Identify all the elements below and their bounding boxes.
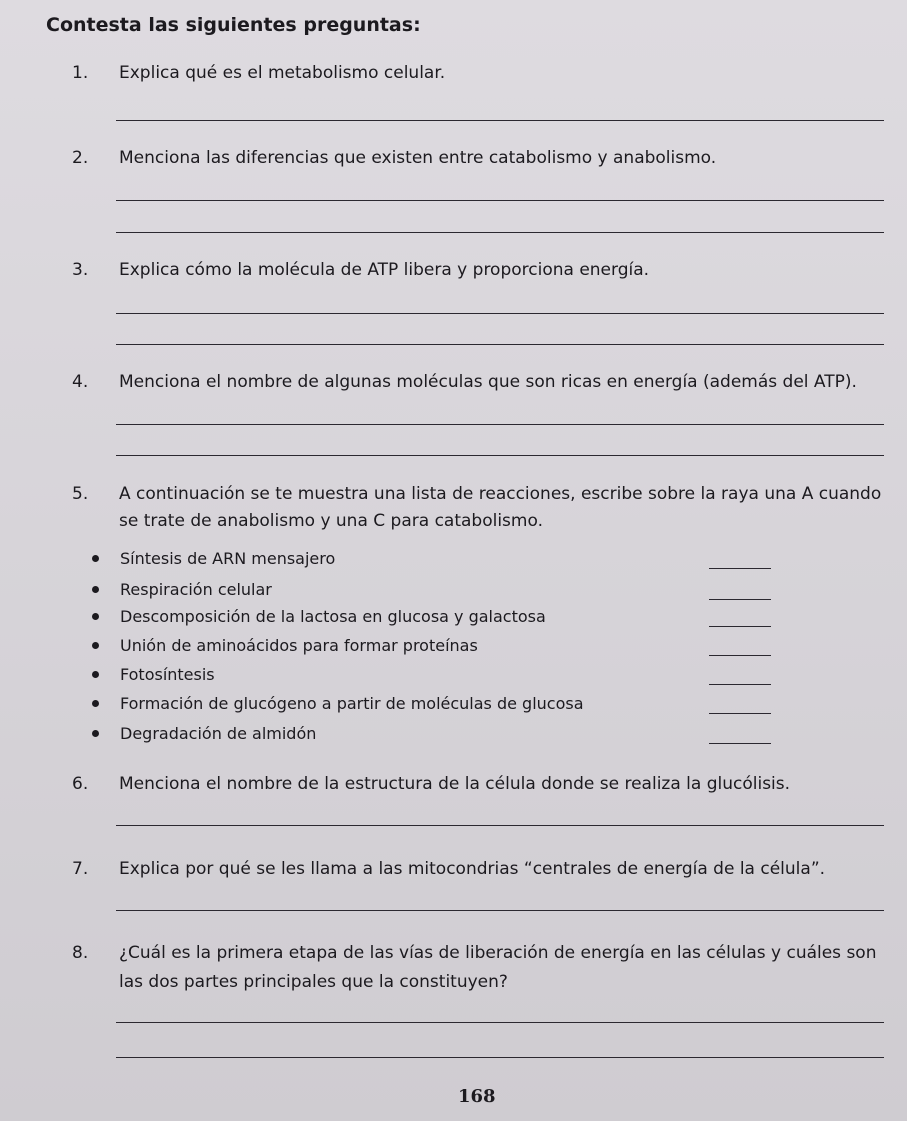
answer-line[interactable]: [116, 200, 884, 201]
question-text-line-2: se trate de anabolismo y una C para catabolismo.: [119, 511, 543, 531]
question-text-line-1: A continuación se te muestra una lista de reacciones, escribe sobre la raya una A cuando: [119, 484, 882, 504]
reaction-item: [92, 665, 782, 687]
question-text: Menciona las diferencias que existen entre catabolismo y anabolismo.: [119, 148, 717, 168]
reaction-label: Unión de aminoácidos para formar proteínas: [120, 636, 478, 655]
question-text: Explica cómo la molécula de ATP libera y proporciona energía.: [119, 260, 650, 280]
question-number: 8.: [72, 943, 89, 963]
question-number: 6.: [72, 774, 89, 794]
reaction-item: [92, 607, 782, 629]
answer-line[interactable]: [116, 344, 884, 345]
reaction-item: [92, 636, 782, 658]
bullet-icon: [92, 671, 99, 678]
question-number: 1.: [72, 63, 89, 83]
question-text-line-2: las dos partes principales que la constituyen?: [119, 972, 508, 992]
reaction-answer-blank[interactable]: [709, 626, 771, 627]
question-number: 2.: [72, 148, 89, 168]
reaction-answer-blank[interactable]: [709, 713, 771, 714]
bullet-icon: [92, 613, 99, 620]
question-text: Explica qué es el metabolismo celular.: [119, 63, 446, 83]
reaction-item: [92, 580, 782, 602]
reaction-label: Respiración celular: [120, 580, 272, 599]
reaction-label: Formación de glucógeno a partir de moléculas de glucosa: [120, 694, 584, 713]
answer-line[interactable]: [116, 1022, 884, 1023]
question-text-line-1: ¿Cuál es la primera etapa de las vías de liberación de energía en las células y cuáles son: [119, 943, 877, 963]
answer-line[interactable]: [116, 424, 884, 425]
answer-line[interactable]: [116, 313, 884, 314]
bullet-icon: [92, 586, 99, 593]
reaction-label: Síntesis de ARN mensajero: [120, 549, 336, 568]
bullet-icon: [92, 555, 99, 562]
question-number: 5.: [72, 484, 89, 504]
reaction-label: Degradación de almidón: [120, 724, 317, 743]
reaction-label: Descomposición de la lactosa en glucosa y galactosa: [120, 607, 546, 626]
reaction-answer-blank[interactable]: [709, 568, 771, 569]
bullet-icon: [92, 700, 99, 707]
question-number: 3.: [72, 260, 89, 280]
question-text: Explica por qué se les llama a las mitocondrias “centrales de energía de la célula”.: [119, 859, 826, 879]
reaction-item: [92, 694, 782, 716]
reaction-answer-blank[interactable]: [709, 743, 771, 744]
reaction-item: [92, 724, 782, 746]
question-number: 4.: [72, 372, 89, 392]
question-text: Menciona el nombre de la estructura de la célula donde se realiza la glucólisis.: [119, 774, 791, 794]
answer-line[interactable]: [116, 910, 884, 911]
answer-line[interactable]: [116, 120, 884, 121]
page-number: 168: [458, 1086, 496, 1107]
answer-line[interactable]: [116, 455, 884, 456]
reaction-answer-blank[interactable]: [709, 684, 771, 685]
question-number: 7.: [72, 859, 89, 879]
reaction-answer-blank[interactable]: [709, 599, 771, 600]
reaction-item: [92, 549, 782, 571]
reaction-answer-blank[interactable]: [709, 655, 771, 656]
bullet-icon: [92, 642, 99, 649]
worksheet-heading: Contesta las siguientes preguntas:: [46, 14, 421, 36]
question-text: Menciona el nombre de algunas moléculas que son ricas en energía (además del ATP).: [119, 372, 857, 392]
answer-line[interactable]: [116, 1057, 884, 1058]
bullet-icon: [92, 730, 99, 737]
answer-line[interactable]: [116, 825, 884, 826]
reaction-label: Fotosíntesis: [120, 665, 215, 684]
answer-line[interactable]: [116, 232, 884, 233]
